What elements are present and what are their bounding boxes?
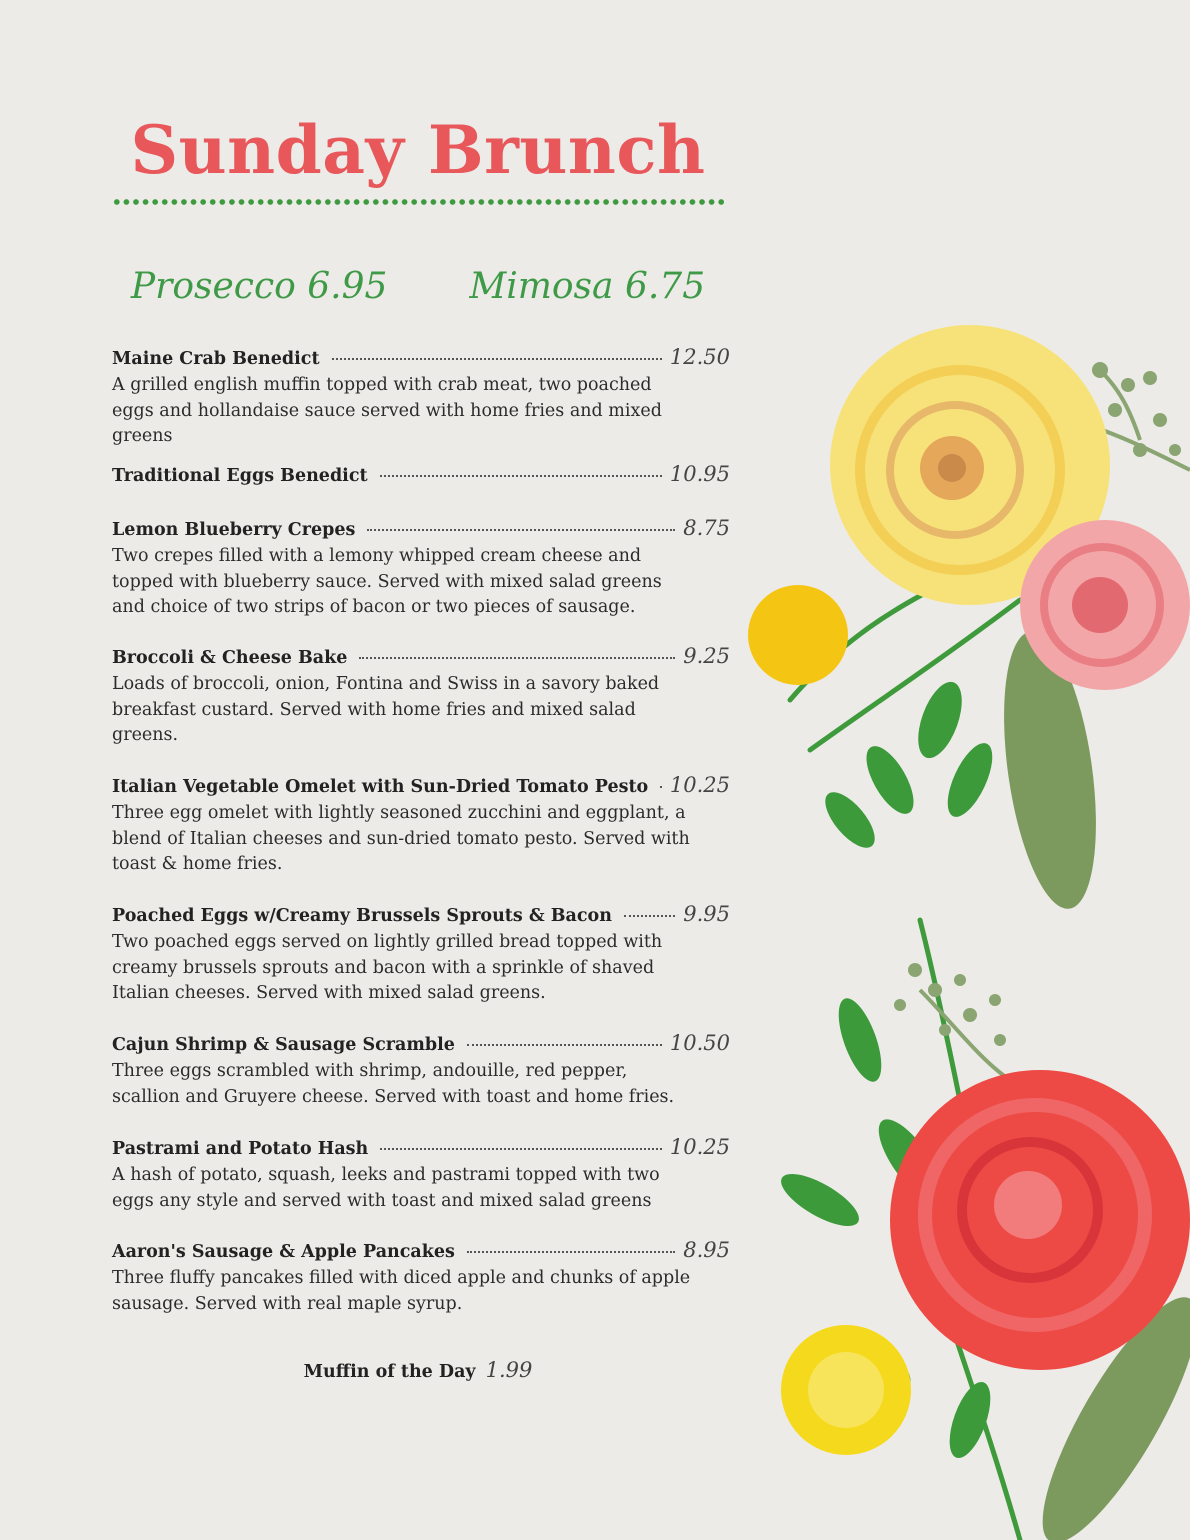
item-description: Three eggs scrambled with shrimp, andouille, red pepper, scallion and Gruyere cheese. Served with toast and home fries. <box>112 1061 675 1107</box>
item-price: 10.25 <box>669 773 730 797</box>
menu-list <box>112 345 730 1318</box>
menu-item <box>112 644 730 773</box>
dot-leader <box>332 358 662 360</box>
item-price: 8.75 <box>683 516 730 540</box>
menu-item <box>112 902 730 1031</box>
menu-item <box>112 1135 730 1238</box>
item-name: Aaron's Sausage & Apple Pancakes <box>112 1242 455 1262</box>
dot-leader <box>359 657 675 659</box>
item-name: Muffin of the Day <box>303 1362 476 1382</box>
menu-item <box>112 1031 730 1135</box>
item-description: Two poached eggs served on lightly grilled bread topped with creamy brussels sprouts and bacon with a sprinkle of shaved Italian cheeses. Served with mixed salad greens. <box>112 932 663 1003</box>
item-description: A grilled english muffin topped with crab meat, two poached eggs and hollandaise sauce served with home fries and mixed greens <box>112 375 662 446</box>
watercolor-flowers-icon <box>720 300 1190 1540</box>
drink-specials <box>112 262 724 312</box>
dot-leader <box>380 475 662 477</box>
item-name: Italian Vegetable Omelet with Sun-Dried Tomato Pesto <box>112 777 649 797</box>
item-price: 9.25 <box>683 644 730 668</box>
item-price: 12.50 <box>669 345 730 369</box>
menu-item <box>112 462 730 516</box>
page-title: Sunday Brunch <box>130 111 706 189</box>
item-name: Poached Eggs w/Creamy Brussels Sprouts & Bacon <box>112 906 612 926</box>
item-name: Traditional Eggs Benedict <box>112 466 368 486</box>
item-price: 9.95 <box>683 902 730 926</box>
dot-leader <box>624 915 675 917</box>
item-description: A hash of potato, squash, leeks and pastrami topped with two eggs any style and served with toast and mixed salad greens <box>112 1165 660 1211</box>
item-price: 10.25 <box>669 1135 730 1159</box>
item-name: Broccoli & Cheese Bake <box>112 648 348 668</box>
item-price: 10.95 <box>669 462 730 486</box>
menu-item <box>112 1238 730 1318</box>
menu-item <box>112 516 730 644</box>
item-description: Two crepes filled with a lemony whipped cream cheese and topped with blueberry sauce. Served with mixed salad greens and choice of two strips of bacon or two pieces of sausage. <box>112 546 662 617</box>
dot-leader <box>660 786 662 788</box>
menu-item <box>112 773 730 902</box>
menu-item <box>112 345 730 462</box>
item-name: Cajun Shrimp & Sausage Scramble <box>112 1035 455 1055</box>
dot-leader <box>467 1044 662 1046</box>
item-price: 1.99 <box>485 1358 533 1382</box>
item-name: Pastrami and Potato Hash <box>112 1139 369 1159</box>
drink-prosecco: Prosecco 6.95 <box>130 266 388 307</box>
dot-leader <box>380 1148 662 1150</box>
dot-leader <box>467 1251 675 1253</box>
item-price: 10.50 <box>669 1031 730 1055</box>
muffin-of-the-day <box>112 1358 724 1382</box>
item-description: Loads of broccoli, onion, Fontina and Swiss in a savory baked breakfast custard. Served with home fries and mixed salad greens. <box>112 674 660 745</box>
item-name: Lemon Blueberry Crepes <box>112 520 356 540</box>
item-name: Maine Crab Benedict <box>112 349 320 369</box>
drink-mimosa: Mimosa 6.75 <box>469 266 706 307</box>
dotted-divider <box>112 197 724 207</box>
item-price: 8.95 <box>683 1238 730 1262</box>
item-description: Three egg omelet with lightly seasoned zucchini and eggplant, a blend of Italian cheeses and sun-dried tomato pesto. Served with toast & home fries. <box>112 803 690 874</box>
item-description: Three fluffy pancakes filled with diced apple and chunks of apple sausage. Served with real maple syrup. <box>112 1268 691 1314</box>
dot-leader <box>367 529 675 531</box>
